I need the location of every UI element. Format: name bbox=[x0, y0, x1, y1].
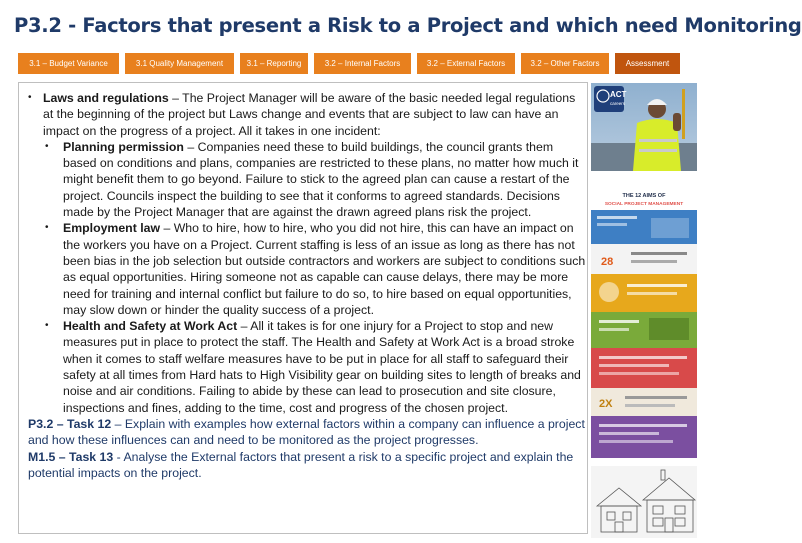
planning-heading: Planning permission bbox=[63, 139, 184, 154]
tab-external-factors[interactable]: 3.2 – External Factors bbox=[417, 53, 515, 74]
employment-heading: Employment law bbox=[63, 221, 161, 236]
bullet-icon: • bbox=[28, 92, 32, 103]
health-text: – All it takes is for one injury for a Project to stop and new measures put in place to protect the staff. The Health and Safety at Work Act is a broad stroke when it comes to staff welfare measures have to be put in place for all staff to safeguard their safety at all times from Hard hats to High Visibility gear on building sites to length of breaks and noise and air conditions. Failing to abide by these can lead to prosecution and site closure, inspections and fines, adding to the time, cost and progress of the chosen project. bbox=[63, 319, 581, 415]
logo-sub-text: careers bbox=[610, 101, 626, 106]
page-title: P3.2 - Factors that present a Risk to a Project and which need Monitoring bbox=[14, 14, 802, 37]
content-text bbox=[28, 90, 588, 481]
list-item-employment bbox=[28, 220, 588, 318]
bullet-icon: • bbox=[45, 320, 49, 332]
tab-reporting[interactable]: 3.1 – Reporting bbox=[240, 53, 308, 74]
tab-quality-management[interactable]: 3.1 Quality Management bbox=[125, 53, 234, 74]
task-13 bbox=[28, 449, 588, 482]
employment-text: – Who to hire, how to hire, who you did not hire, this can have an impact on the workers you have on a Project. Current staffing is less of an issue as long as there has not been bias in the job selection but outside contractors and workers are subject to conditions such as equal opportunities. Hiring someone not as capable can cause delays, there may be more need for training and internal conflict but failure to do so, to hire based on equal opportunities, may slow down or hinder the quality success of a project. bbox=[63, 221, 586, 317]
tab-internal-factors[interactable]: 3.2 – Internal Factors bbox=[314, 53, 411, 74]
planning-text: – Companies need these to build buildings, the council grants them based on conditions and plans, companies are restricted to these plans, no matter how much it might benefit them to go beyond. Failure to stick to the agreed plan can cause a restart of the project. Councils inspect the building to see that it conforms to agreed standards. Decisions made by the Project Manager that are against the drawn agreed plans risk the project. bbox=[63, 139, 579, 220]
tab-assessment[interactable]: Assessment bbox=[615, 53, 680, 74]
infographic-stat-2: 2X bbox=[599, 398, 613, 410]
worker-image bbox=[591, 83, 697, 171]
health-heading: Health and Safety at Work Act bbox=[63, 319, 238, 334]
worker-illustration bbox=[591, 83, 697, 171]
infographic-illustration bbox=[591, 188, 697, 458]
task-12-text: – Explain with examples how external factors within a company can influence a project and how these influences can and need to be monitored as the project progresses. bbox=[28, 416, 585, 448]
house-illustration bbox=[591, 466, 697, 538]
task-13-text: - Analyse the External factors that present a risk to a specific project and explain the potential impacts on the project. bbox=[28, 449, 574, 480]
list-item-laws bbox=[28, 90, 588, 139]
infographic-image bbox=[591, 188, 697, 458]
laws-heading: Laws and regulations bbox=[43, 91, 169, 105]
bullet-icon: • bbox=[45, 222, 49, 234]
tab-budget-variance[interactable]: 3.1 – Budget Variance bbox=[18, 53, 119, 74]
list-item-planning bbox=[28, 139, 588, 220]
tab-other-factors[interactable]: 3.2 – Other Factors bbox=[521, 53, 609, 74]
task-13-code: M1.5 – Task 13 bbox=[28, 449, 114, 464]
infographic-subtitle: SOCIAL PROJECT MANAGEMENT bbox=[604, 202, 684, 207]
list-item-health bbox=[28, 318, 588, 416]
laws-text: – The Project Manager will be aware of the basic needed legal regulations at the beginning of the project but Laws change and events that are subject to law can have an impact on the progress of a project. All it takes in one incident: bbox=[43, 91, 576, 138]
logo-brand-text: ACT bbox=[610, 90, 627, 99]
task-12-code: P3.2 – Task 12 bbox=[28, 416, 112, 431]
infographic-title: THE 12 AIMS OF bbox=[622, 193, 666, 199]
infographic-stat-1: 28 bbox=[601, 256, 614, 268]
house-image bbox=[591, 466, 697, 538]
bullet-icon: • bbox=[45, 140, 49, 152]
tab-bar bbox=[18, 53, 716, 74]
task-12 bbox=[28, 416, 588, 449]
